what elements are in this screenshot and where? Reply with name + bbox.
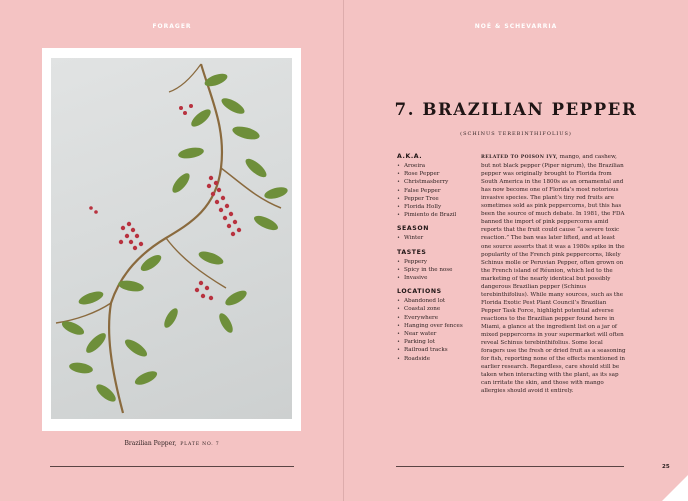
aka-group — [397, 153, 477, 219]
photo-frame — [42, 48, 301, 431]
season-list — [397, 234, 477, 242]
entry-body — [481, 153, 627, 395]
body-text: mango, and cashew, but not black pepper (Piper nigrum), the Brazilian pepper was originally brought to Florida from South America in the 1800s as an ornamental and has now become one of Florida’s most notorious invasive species. The plant’s tiny red fruits are sometimes sold as pink peppercorns, but this has been the source of much debate. In 1981, the FDA banned the import of pink peppercorns amid reports that the fruit could cause “a severe toxic reaction.” The ban was later lifted, and at least one source asserts that it was a 1980s spike in the popularity of the French pink peppercorns, likely Schinus molle or Peruvian Pepper, often grown on the French island of Réunion, which led to the marketing of the nearly identical but possibly dangerous Brazilian pepper (Schinus terebinthifolius). While many sources, such as the Florida Exotic Pest Plant Council’s Brazilian Pepper Task Force, highlight potential adverse reactions to the Brazilian pepper found here in Miami, a glance at the ingredient list on a jar of mixed peppercorns in your supermarket will often reveal Schinus terebinthifolius. Some local foragers use the fresh or dried fruit as a seasoning for fish, reporting none of the effects mentioned in earlier research. Regardless, care should still be taken when interacting with the plant, as its sap can irritate the skin, and those with mango allergies should avoid it entirely. — [481, 154, 626, 395]
list-item: • Aroeira — [397, 162, 477, 170]
list-item: • Winter — [397, 234, 477, 242]
tastes-group — [397, 249, 477, 283]
body-lead: RELATED TO POISON IVY, — [481, 155, 558, 160]
photo-caption — [0, 440, 344, 447]
list-item: • Near water — [397, 330, 477, 338]
brazilian-pepper-illustration — [51, 58, 292, 419]
list-item: • Roadside — [397, 355, 477, 363]
aka-heading: A.K.A. — [397, 153, 423, 160]
locations-group — [397, 288, 477, 363]
locations-list — [397, 297, 477, 363]
list-item: • Spicy in the nose — [397, 266, 477, 274]
list-item: • Rose Pepper — [397, 170, 477, 178]
locations-heading: LOCATIONS — [397, 288, 442, 296]
list-item: • Parking lot — [397, 338, 477, 346]
bottom-rule-left — [50, 466, 294, 467]
tastes-list — [397, 258, 477, 283]
page-number: 25 — [662, 464, 670, 470]
list-item: • Pimiento de Brazil — [397, 211, 477, 219]
list-item: • Peppery — [397, 258, 477, 266]
list-item: • Everywhere — [397, 314, 477, 322]
aka-list — [397, 162, 477, 219]
list-item: • False Pepper — [397, 187, 477, 195]
bottom-rule-right — [396, 466, 624, 467]
season-heading: SEASON — [397, 225, 429, 233]
list-item: • Invasive — [397, 274, 477, 282]
running-head-left: FORAGER — [152, 23, 192, 30]
list-item: • Pepper Tree — [397, 195, 477, 203]
facts-sidebar — [397, 153, 477, 369]
right-page — [344, 0, 688, 501]
list-item: • Coastal zone — [397, 305, 477, 313]
caption-plate: PLATE NO. 7 — [180, 442, 220, 447]
running-head-right: NOÉ & SCHEVARRIA — [474, 23, 558, 30]
list-item: • Railroad tracks — [397, 346, 477, 354]
list-item: • Hanging over fences — [397, 322, 477, 330]
page-curl — [662, 475, 688, 501]
entry-subtitle: (SCHINUS TEREBINTHIFOLIUS) — [460, 131, 572, 137]
entry-title: 7. BRAZILIAN PEPPER — [394, 100, 638, 119]
brazilian-pepper-photo — [51, 58, 292, 419]
caption-name: Brazilian Pepper, — [124, 440, 177, 447]
list-item: • Christmasberry — [397, 178, 477, 186]
list-item: • Abandoned lot — [397, 297, 477, 305]
list-item: • Florida Holly — [397, 203, 477, 211]
tastes-heading: TASTES — [397, 248, 427, 256]
season-group — [397, 225, 477, 242]
